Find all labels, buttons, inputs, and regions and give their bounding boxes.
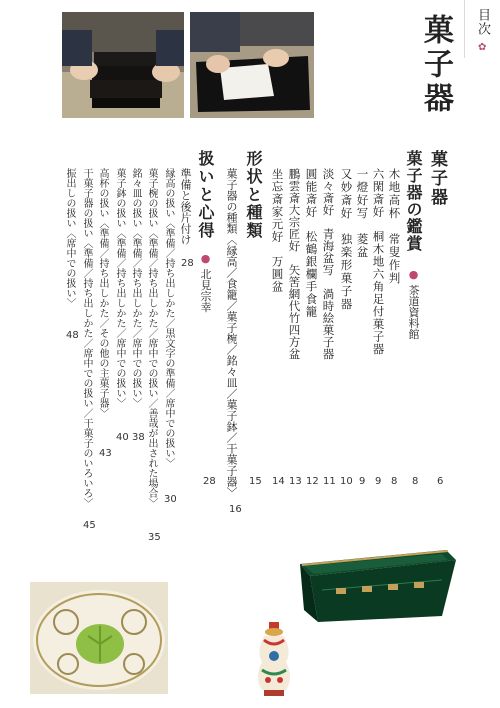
list-item[interactable]: 振出しの扱い〈席中での扱い〉 — [64, 168, 75, 308]
contents-tab[interactable] — [464, 0, 500, 58]
photo-painted-jar — [254, 622, 294, 698]
section-heading-keijo: 形状と種類 — [244, 150, 263, 240]
contents-tab-label: 目次 — [475, 8, 490, 36]
page-number: 30 — [164, 494, 177, 505]
credit-line — [408, 268, 419, 340]
photo-wagashi-plate — [30, 582, 168, 694]
list-item[interactable]: 銘々皿の扱い〈準備／持ち出しかた／席中での扱い〉 — [130, 168, 141, 408]
photo-wiping-lacquer-tray — [190, 12, 314, 118]
credit-name: 茶道資料館 — [407, 284, 420, 340]
page-number: 13 — [289, 476, 302, 487]
page-number: 8 — [391, 476, 398, 487]
section-heading-atsukai: 扱いと心得 — [196, 150, 215, 240]
list-item[interactable]: 菓子椀の扱い〈準備／持ち出しかた／席中での扱い／善哉が出された場合〉 — [146, 168, 157, 508]
list-item[interactable]: 六閑斎好 桐木地六角足付菓子器 — [371, 168, 386, 356]
page-number: 40 — [116, 432, 129, 443]
page-number: 43 — [99, 448, 112, 459]
page-title: 菓子器 — [418, 14, 453, 116]
page-number: 16 — [229, 504, 242, 515]
list-item[interactable]: 準備と後片付け — [179, 168, 192, 245]
page-number: 28 — [181, 258, 194, 269]
list-item[interactable]: 鵬雲斎大宗匠好 矢筈網代竹四方盆 — [287, 168, 302, 360]
list-item[interactable]: 圓能斎好 松鶴銀欄手食籠 — [304, 168, 319, 318]
list-item[interactable]: 縁高の扱い〈準備／持ち出しかた／黒文字の準備／席中での扱い〉 — [163, 168, 174, 468]
list-item[interactable]: 淡々斎好 青海盆写 渦時絵菓子器 — [321, 168, 336, 360]
subsection-heading-kansho: 菓子器の鑑賞 — [404, 150, 423, 252]
page-number: 8 — [412, 476, 419, 487]
page-number: 11 — [323, 476, 336, 487]
page-number: 28 — [203, 476, 216, 487]
list-item[interactable]: 菓子鉢の扱い〈準備／持ち出しかた／席中での扱い〉 — [114, 168, 125, 408]
page-number: 45 — [83, 520, 96, 531]
photo-hands-stacked-boxes — [62, 12, 184, 118]
page-number: 9 — [375, 476, 382, 487]
author-line — [200, 252, 211, 313]
list-item[interactable]: 一燈好写 菱盆 — [355, 168, 370, 259]
flower-icon: ✿ — [478, 42, 487, 53]
section-heading-kashiki: 菓子器 — [427, 150, 447, 207]
page-number: 12 — [306, 476, 319, 487]
bullet-icon: ● — [199, 252, 212, 265]
list-item[interactable]: 木地高杯 常叟作判 — [387, 168, 402, 285]
page-number: 38 — [132, 432, 145, 443]
page-number: 6 — [437, 476, 444, 487]
list-item[interactable]: 高杯の扱い〈準備／持ち出しかた／その他の主菓子器〉 — [97, 168, 108, 418]
page-number: 14 — [272, 476, 285, 487]
list-item[interactable]: 干菓子器の扱い〈準備／持ち出しかた／席中での扱い／干菓子のいろいろ〉 — [81, 168, 92, 508]
list-item[interactable]: 又妙斎好 独楽形菓子器 — [339, 168, 354, 311]
page-number: 9 — [359, 476, 366, 487]
page-number: 10 — [340, 476, 353, 487]
page-number: 15 — [249, 476, 262, 487]
photo-green-lacquer-box — [292, 530, 460, 626]
page-number: 48 — [66, 330, 79, 341]
list-item[interactable]: 菓子器の種類〈縁高／食籠／菓子椀／銘々皿／菓子鉢／干菓子器〉 — [225, 168, 238, 498]
bullet-icon: ● — [407, 268, 420, 281]
author-name: 北見宗幸 — [199, 268, 212, 313]
list-item[interactable]: 坐忘斎家元好 万圓盆 — [270, 168, 285, 293]
page-number: 35 — [148, 532, 161, 543]
